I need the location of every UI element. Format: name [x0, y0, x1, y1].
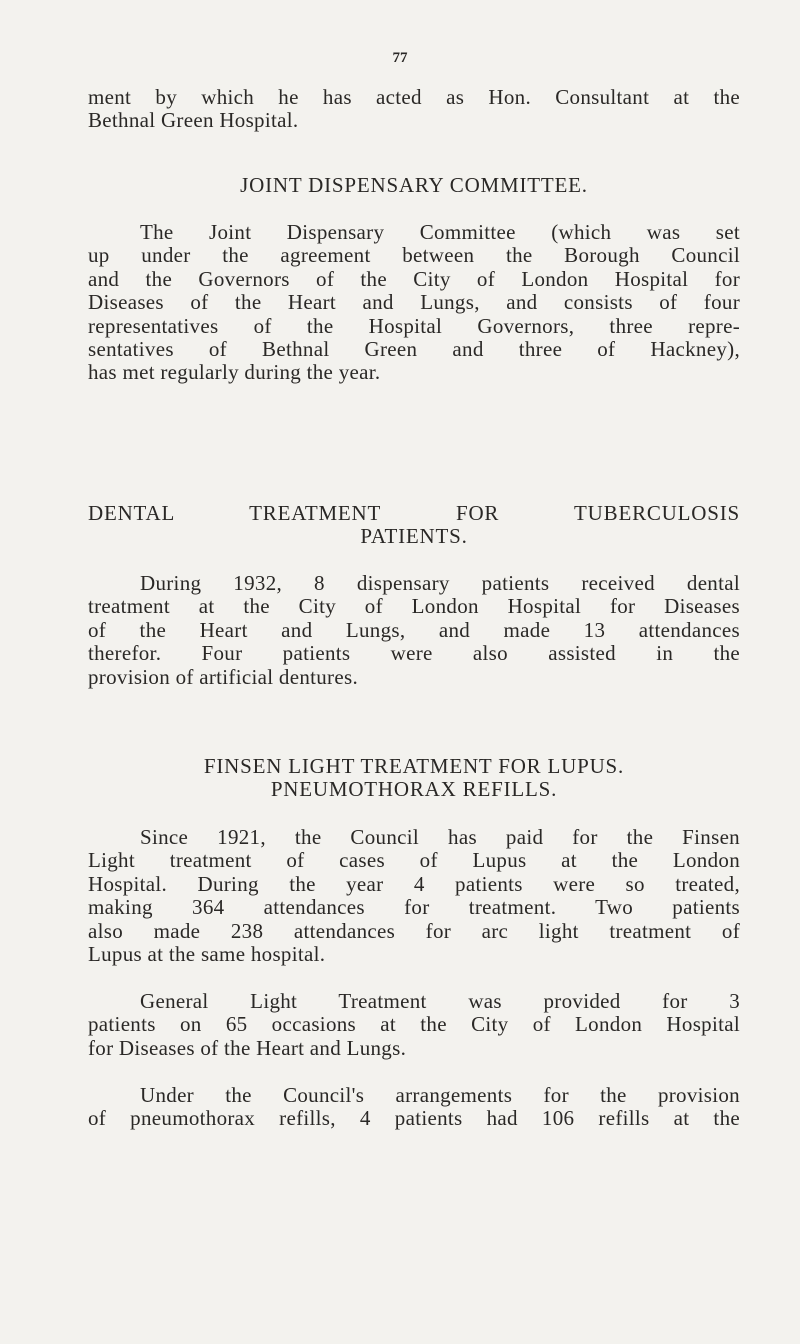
text-line: General Light Treatment was provided for 3	[140, 989, 740, 1013]
joint-dispensary-heading	[88, 174, 740, 197]
text-line: for Diseases of the Heart and Lungs.	[88, 1035, 407, 1060]
text-line: of pneumothorax refills, 4 patients had 106 refills at the	[88, 1106, 740, 1131]
text-line: representatives of the Hospital Governors, three repre-	[88, 313, 740, 338]
text-line: Under the Council's arrangements for the provision	[140, 1083, 740, 1107]
joint-dispensary-paragraph	[88, 221, 740, 385]
text-line: treatment at the City of London Hospital for Diseases	[88, 594, 740, 619]
dental-treatment-heading	[88, 502, 740, 549]
page-number: 77	[392, 50, 408, 66]
text-line: Lupus at the same hospital.	[88, 941, 326, 966]
heading-line: DENTAL TREATMENT FOR TUBERCULOSIS	[88, 501, 740, 525]
general-light-paragraph	[88, 990, 740, 1060]
text-line: The Joint Dispensary Committee (which was set	[140, 220, 740, 244]
finsen-light-paragraph	[88, 826, 740, 966]
text-line: Since 1921, the Council has paid for the Finsen	[140, 825, 740, 849]
heading-line: JOINT DISPENSARY COMMITTEE.	[240, 173, 588, 197]
text-line: and the Governors of the City of London Hospital for	[88, 266, 740, 291]
text-line: provision of artificial dentures.	[88, 664, 358, 689]
finsen-light-heading	[88, 755, 740, 802]
heading-line: PNEUMOTHORAX REFILLS.	[270, 777, 558, 802]
text-line: Light treatment of cases of Lupus at the London	[88, 848, 740, 873]
heading-line: PATIENTS.	[360, 524, 468, 549]
dental-treatment-paragraph	[88, 572, 740, 689]
text-line: During 1932, 8 dispensary patients received dental	[140, 571, 740, 595]
text-line: ment by which he has acted as Hon. Consultant at the	[88, 85, 740, 109]
intro-paragraph	[88, 86, 740, 133]
pneumothorax-paragraph	[88, 1084, 740, 1131]
text-line: therefor. Four patients were also assisted in the	[88, 641, 740, 666]
text-line: sentatives of Bethnal Green and three of Hackney),	[88, 336, 740, 361]
text-line: Hospital. During the year 4 patients were so treated,	[88, 871, 740, 896]
text-line: also made 238 attendances for arc light treatment of	[88, 918, 740, 943]
text-line: Bethnal Green Hospital.	[88, 108, 299, 133]
text-line: patients on 65 occasions at the City of London Hospital	[88, 1012, 740, 1037]
text-line: has met regularly during the year.	[88, 360, 381, 385]
text-line: up under the agreement between the Borough Council	[88, 243, 740, 268]
text-line: making 364 attendances for treatment. Two patients	[88, 895, 740, 920]
text-line: Diseases of the Heart and Lungs, and consists of four	[88, 290, 740, 315]
heading-line: FINSEN LIGHT TREATMENT FOR LUPUS.	[203, 754, 625, 778]
text-line: of the Heart and Lungs, and made 13 attendances	[88, 617, 740, 642]
